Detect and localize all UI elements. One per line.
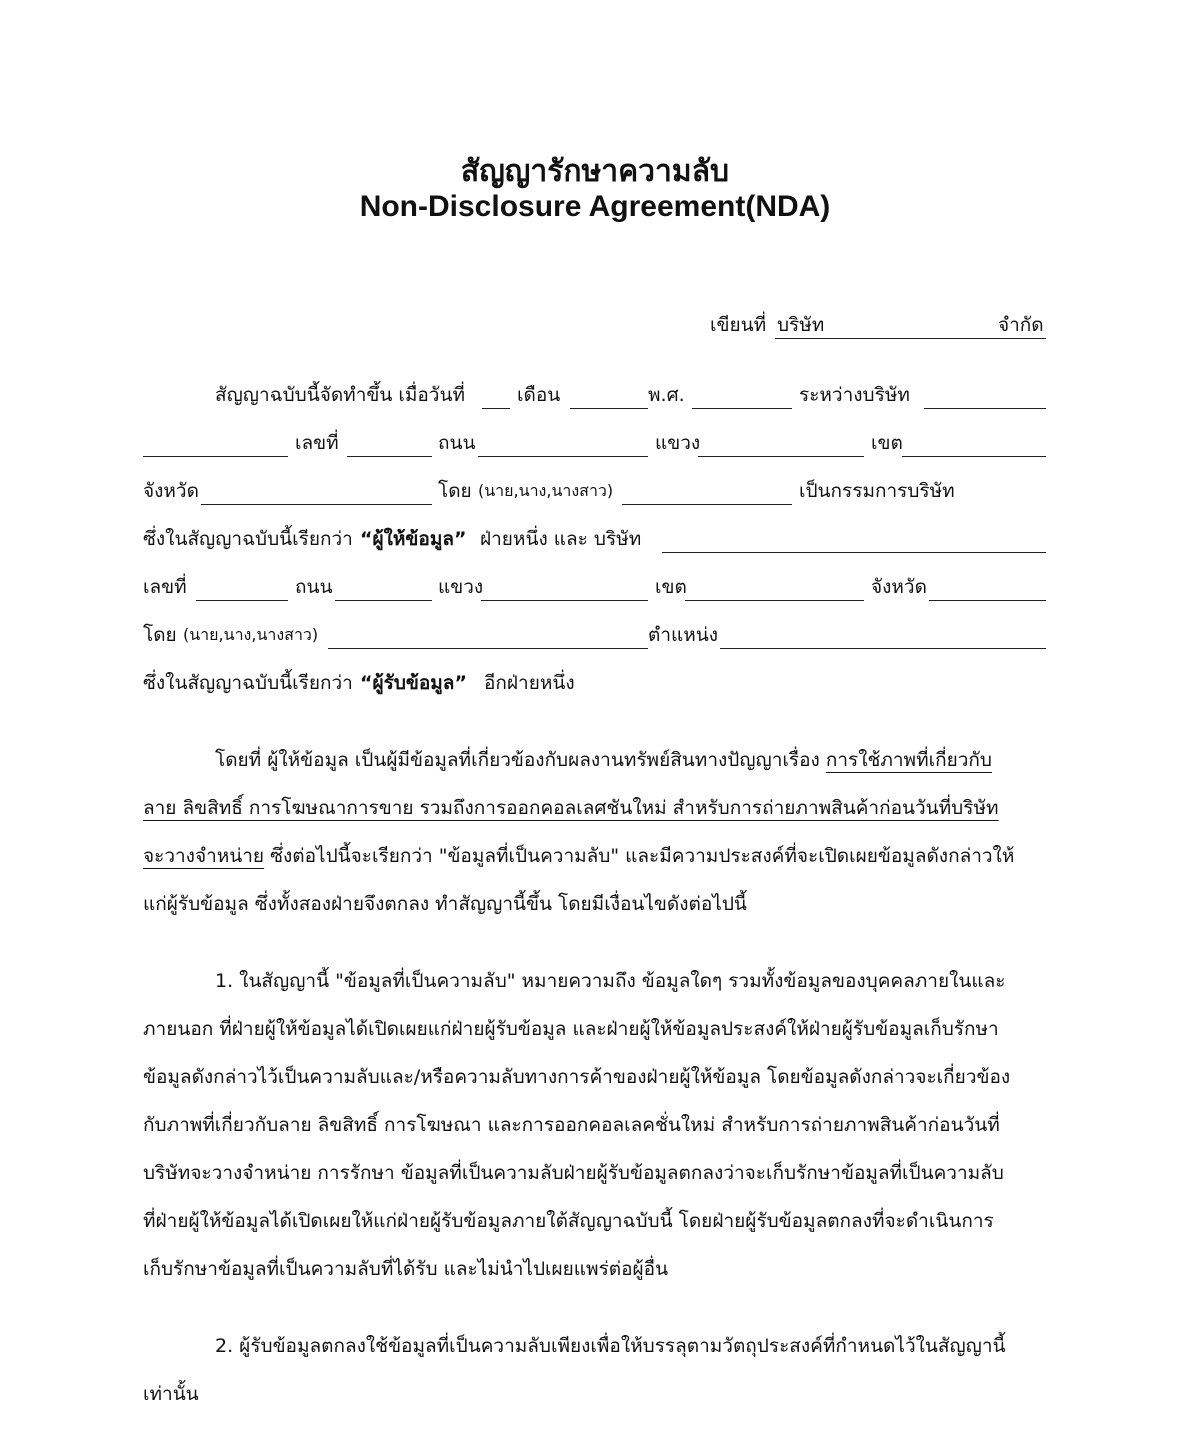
discloser-signatory-row (0, 478, 1190, 514)
whereas-line-2: ลาย ลิขสิทธิ์ การโฆษณาการขาย รวมถึงการออกคอลเลศชันใหม่ สำหรับการถ่ายภาพสินค้าก่อนวันที่บริษัท (143, 797, 999, 819)
company-name-field[interactable] (775, 338, 1046, 339)
subdistrict-label: แขวง (655, 432, 701, 454)
clause-2-line: 2. ผู้รับข้อมูลตกลงใช้ข้อมูลที่เป็นความลับเพียงเพื่อให้บรรลุตามวัตถุประสงค์ที่กำหนดไว้ในสัญญานี้ (215, 1335, 1006, 1357)
year-label: พ.ศ. (648, 384, 685, 406)
subdistrict-label: แขวง (438, 576, 484, 598)
between-label: ระหว่างบริษัท (799, 384, 910, 406)
province-field[interactable] (929, 600, 1046, 601)
clause-1-line: ที่ฝ่ายผู้ให้ข้อมูลได้เปิดเผยให้แก่ฝ่ายผู้รับข้อมูลภายใต้สัญญาฉบับนี้ โดยฝ่ายผู้รับข้อมูลตกลงที่จะดำเนินการ (143, 1210, 994, 1232)
district-label: เขต (871, 432, 903, 454)
clause-1-line: 1. ในสัญญานี้ "ข้อมูลที่เป็นความลับ" หมายความถึง ข้อมูลใดๆ รวมทั้งข้อมูลของบุคคลภายในและ (215, 970, 1006, 992)
district-label: เขต (655, 576, 687, 598)
clause-1-line: เก็บรักษาข้อมูลที่เป็นความลับที่ได้รับ และไม่นำไปเผยแพร่ต่อผู้อื่น (143, 1258, 669, 1280)
discloser-company-field-cont[interactable] (143, 456, 288, 457)
by-label: โดย (143, 624, 177, 646)
recipient-term-row (0, 670, 1190, 706)
whereas-line-3: จะวางจำหน่าย ซึ่งต่อไปนี้จะเรียกว่า "ข้อมูลที่เป็นความลับ" และมีความประสงค์ที่จะเปิดเผยข้อมูลดังกล่าวให้ (143, 845, 1015, 867)
province-field[interactable] (201, 504, 432, 505)
title-thai: สัญญารักษาความลับ (460, 154, 730, 189)
position-field[interactable] (720, 648, 1046, 649)
recipient-company-field[interactable] (662, 552, 1046, 553)
recipient-signatory-row (0, 622, 1190, 658)
clause-1-line: บริษัทจะวางจำหน่าย การรักษา ข้อมูลที่เป็นความลับฝ่ายผู้รับข้อมูลตกลงว่าจะเก็บรักษาข้อมูลที่เป็นความลับ (143, 1162, 1004, 1184)
province-label: จังหวัด (143, 480, 199, 502)
whereas-line-4: แก่ผู้รับข้อมูล ซึ่งทั้งสองฝ่ายจึงตกลง ทำสัญญานี้ขึ้น โดยมีเงื่อนไขดังต่อไปนี้ (143, 893, 747, 915)
clause-1-line: ข้อมูลดังกล่าวไว้เป็นความลับและ/หรือความลับทางการค้าของฝ่ายผู้ให้ข้อมูล โดยข้อมูลดังกล่าวจะเกี่ยวข้อง (143, 1066, 1011, 1088)
clause-2-line: เท่านั้น (143, 1383, 199, 1405)
road-field[interactable] (335, 600, 432, 601)
clause-1-line: ภายนอก ที่ฝ่ายผู้ให้ข้อมูลได้เปิดเผยแก่ฝ่ายผู้รับข้อมูล และฝ่ายผู้ให้ข้อมูลประสงค์ให้ฝ่ายผู้รับข้อมูลเก็บรักษา (143, 1018, 999, 1040)
district-field[interactable] (685, 600, 864, 601)
discloser-company-field[interactable] (924, 408, 1046, 409)
discloser-term-row (0, 526, 1190, 562)
whereas-line-1: โดยที่ ผู้ให้ข้อมูล เป็นผู้มีข้อมูลที่เกี่ยวข้องกับผลงานทรัพย์สินทางปัญญาเรื่อง การใช้ภาพที่เกี่ยวกับ (215, 749, 992, 771)
contract-intro: สัญญาฉบับนี้จัดทำขึ้น เมื่อวันที่ (215, 384, 465, 406)
signatory-name-field[interactable] (622, 504, 792, 505)
number-field[interactable] (196, 600, 288, 601)
number-label: เลขที่ (295, 432, 339, 454)
subdistrict-field[interactable] (481, 600, 648, 601)
written-at-label: เขียนที่ (710, 314, 767, 336)
discloser-address-row (0, 430, 1190, 466)
written-at-row (0, 312, 1190, 348)
position-label: ตำแหน่ง (648, 624, 719, 646)
by-label: โดย (438, 480, 472, 502)
road-label: ถนน (295, 576, 333, 598)
signatory-name-field[interactable] (328, 648, 648, 649)
province-label: จังหวัด (871, 576, 927, 598)
company-suffix: จำกัด (998, 314, 1044, 336)
company-prefix: บริษัท (777, 314, 825, 336)
term-intro: ซึ่งในสัญญาฉบับนี้เรียกว่า (143, 672, 353, 694)
number-field[interactable] (347, 456, 432, 457)
director-label: เป็นกรรมการบริษัท (799, 480, 955, 502)
discloser-term: “ผู้ให้ข้อมูล” (360, 528, 467, 550)
road-label: ถนน (438, 432, 476, 454)
titles-label: (นาย,นาง,นางสาว) (478, 481, 614, 500)
month-field[interactable] (570, 408, 648, 409)
number-label: เลขที่ (143, 576, 187, 598)
subdistrict-field[interactable] (698, 456, 864, 457)
year-field[interactable] (692, 408, 792, 409)
recipient-term: “ผู้รับข้อมูล” (360, 672, 467, 694)
contract-date-row (0, 382, 1190, 418)
recipient-company-label: ฝ่ายหนึ่ง และ บริษัท (480, 528, 642, 550)
district-field[interactable] (902, 456, 1046, 457)
term-intro: ซึ่งในสัญญาฉบับนี้เรียกว่า (143, 528, 353, 550)
other-party-label: อีกฝ่ายหนึ่ง (484, 672, 575, 694)
month-label: เดือน (517, 384, 561, 406)
day-field[interactable] (482, 408, 510, 409)
recipient-address-row (0, 574, 1190, 610)
road-field[interactable] (478, 456, 648, 457)
titles-label: (นาย,นาง,นางสาว) (183, 625, 319, 644)
clause-1-line: กับภาพที่เกี่ยวกับลาย ลิขสิทธิ์ การโฆษณา และการออกคอลเลคชั่นใหม่ สำหรับการถ่ายภาพสินค้าก่อนวันที่ (143, 1114, 1000, 1136)
title-english: Non-Disclosure Agreement(NDA) (359, 190, 831, 223)
